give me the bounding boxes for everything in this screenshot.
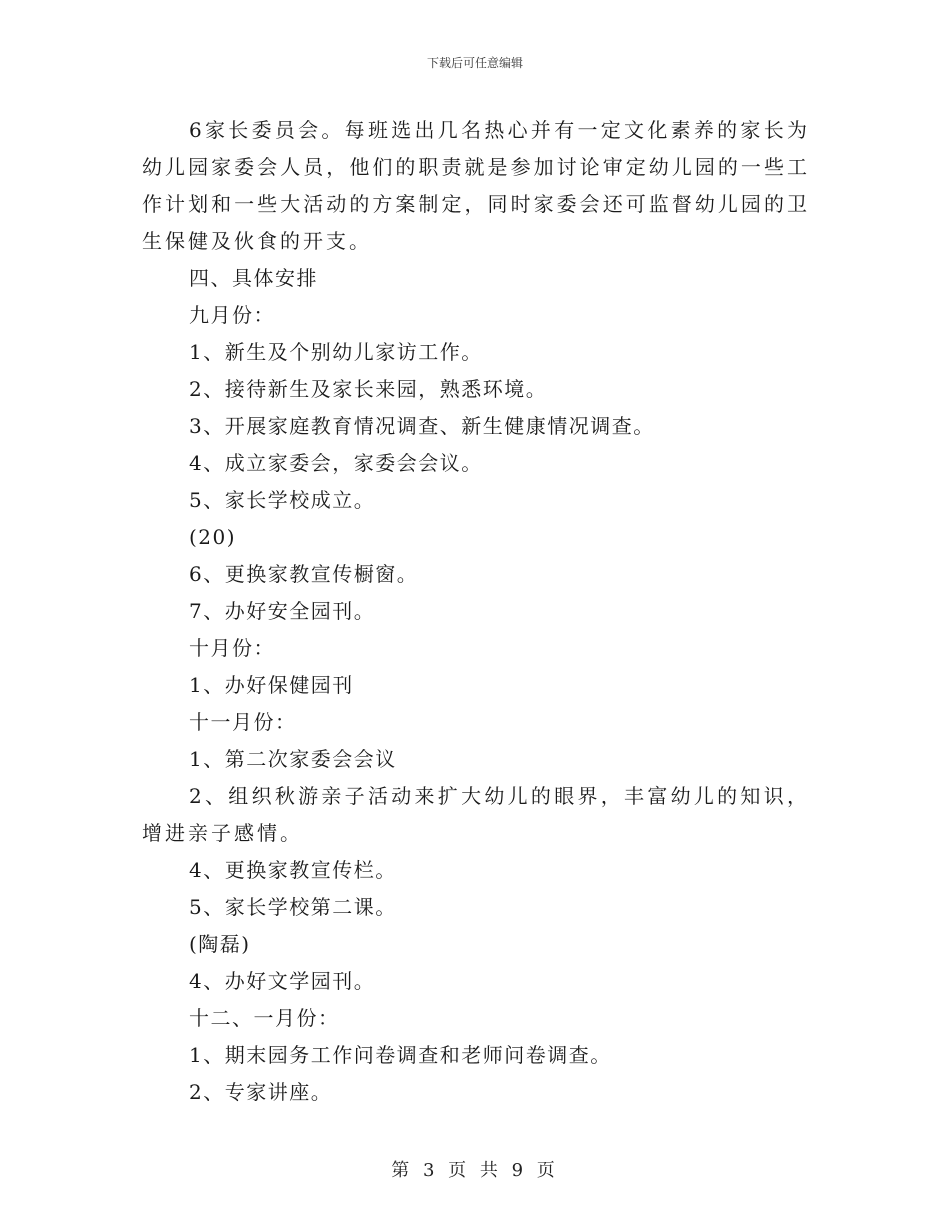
month-heading-october: 十月份： [189, 636, 275, 660]
month-heading-november: 十一月份： [189, 710, 297, 734]
page-number: 第 3 页 共 9 页 [391, 1160, 559, 1181]
document-body [142, 112, 810, 1111]
list-item: 2、专家讲座。 [189, 1080, 333, 1104]
month-heading-september: 九月份： [189, 303, 275, 327]
list-item: 7、办好安全园刊。 [189, 599, 376, 623]
note-line: (陶磊) [189, 932, 251, 956]
list-item: 6、更换家教宣传橱窗。 [189, 562, 419, 586]
list-item: 4、更换家教宣传栏。 [189, 858, 397, 882]
list-item: 5、家长学校成立。 [189, 488, 376, 512]
list-item: 1、第二次家委会会议 [189, 747, 397, 771]
page-header: 下载后可任意编辑 [426, 56, 523, 70]
paragraph-autumn-outing: 2、组织秋游亲子活动来扩大幼儿的眼界，丰富幼儿的知识，增进亲子感情。 [142, 784, 810, 845]
list-item: 3、开展家庭教育情况调查、新生健康情况调查。 [189, 414, 655, 438]
list-item: 1、新生及个别幼儿家访工作。 [189, 340, 483, 364]
list-item: 2、接待新生及家长来园，熟悉环境。 [189, 377, 548, 401]
paragraph-parent-committee: 6家长委员会。每班选出几名热心并有一定文化素养的家长为幼儿园家委会人员，他们的职责就是参加讨论审定幼儿园的一些工作计划和一些大活动的方案制定，同时家委会还可监督幼儿园的卫生保健及伙食的开支。 [142, 118, 810, 253]
list-item: 1、期末园务工作问卷调查和老师问卷调查。 [189, 1043, 612, 1067]
month-heading-december-january: 十二、一月份： [189, 1006, 340, 1030]
list-item: 1、办好保健园刊 [189, 673, 354, 697]
section-heading: 四、具体安排 [189, 266, 318, 290]
list-item: 4、办好文学园刊。 [189, 969, 376, 993]
list-item: 5、家长学校第二课。 [189, 895, 397, 919]
list-item: 4、成立家委会，家委会会议。 [189, 451, 483, 475]
note-line: (20) [189, 525, 237, 549]
